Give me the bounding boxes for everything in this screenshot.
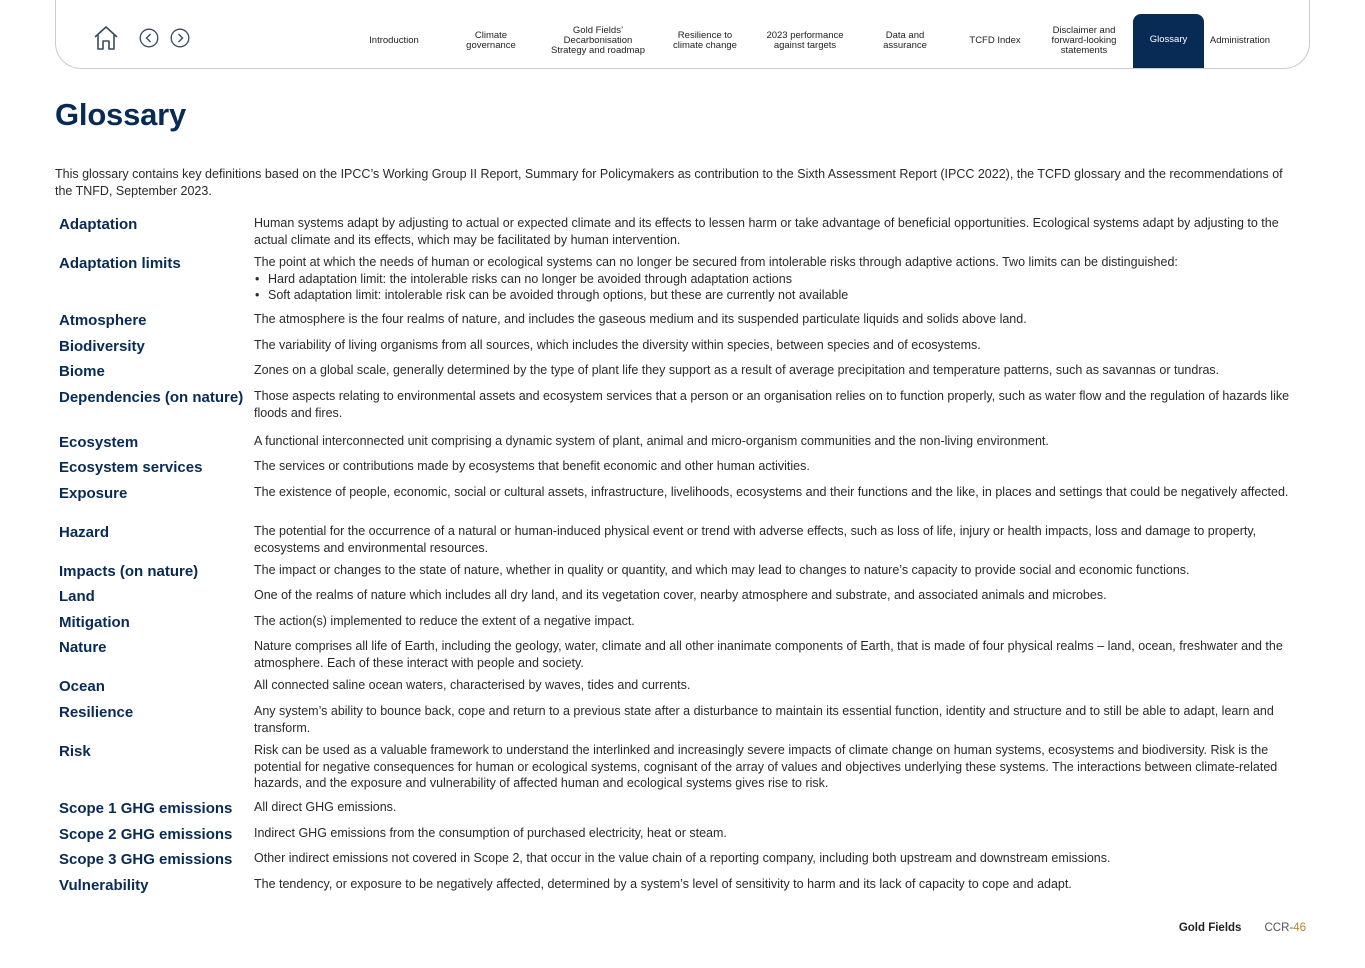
tab-decarbonisation-strategy[interactable] <box>546 14 650 68</box>
glossary-definition: Indirect GHG emissions from the consumption of purchased electricity, heat or steam. <box>254 826 727 840</box>
bullet-list <box>254 271 1309 304</box>
glossary-definition: The potential for the occurrence of a natural or human-induced physical event or trend with adverse effects, such as loss of life, injury or health impacts, loss and damage to property, ecosystems and environmental resources. <box>254 524 1257 555</box>
page-footer <box>1179 922 1306 934</box>
tab-resilience[interactable] <box>668 14 742 68</box>
tab-label: Introduction <box>369 35 419 46</box>
tab-climate-governance[interactable] <box>454 14 528 68</box>
tab-data-assurance[interactable] <box>868 14 942 68</box>
glossary-term: Exposure <box>59 485 128 502</box>
tab-label: Disclaimer and forward-looking statements <box>1051 25 1117 56</box>
footer-brand: Gold Fields <box>1178 922 1242 934</box>
glossary-definition: Risk can be used as a valuable framework to understand the interlinked and increasingly severe impacts of climate change on human systems, ecosystems and biodiversity. Risk is the potential for negative consequences for human or ecological systems, cognisant of the array of values and objectives underlying these systems. The interactions between climate-related hazards, and the exposure and vulnerability of affected human and ecological systems gives rise to risk. <box>254 743 1278 790</box>
glossary-term: Scope 3 GHG emissions <box>59 851 233 868</box>
section-tabs <box>56 0 1309 68</box>
glossary-term: Land <box>59 588 95 605</box>
tab-disclaimer[interactable] <box>1042 14 1126 68</box>
glossary-definition-block <box>254 254 1309 304</box>
glossary-definition: All connected saline ocean waters, characterised by waves, tides and currents. <box>254 678 691 692</box>
tab-tcfd-index[interactable] <box>960 14 1030 68</box>
bullet-item: • Hard adaptation limit: the intolerable risks can no longer be avoided through adaptation actions <box>254 271 1309 288</box>
glossary-definition: The existence of people, economic, social or cultural assets, infrastructure, livelihoods, ecosystems and their functions and the like, in places and settings that could be negatively affected. <box>254 485 1289 499</box>
intro-paragraph: This glossary contains key definitions based on the IPCC’s Working Group II Report, Summary for Policymakers as contribution to the Sixth Assessment Report (IPCC 2022), the TCFD glossary and the recommendations of the TNFD, September 2023. <box>55 167 1283 198</box>
tab-performance-targets[interactable] <box>761 14 849 68</box>
glossary-definition: The atmosphere is the four realms of nature, and includes the gaseous medium and its suspended particulate liquids and solids above land. <box>254 312 1027 326</box>
glossary-term: Mitigation <box>59 614 130 631</box>
glossary-term: Ecosystem <box>59 434 139 451</box>
glossary-definition: The variability of living organisms from all sources, which includes the diversity within species, between species and of ecosystems. <box>254 338 981 352</box>
tab-label: Administration <box>1209 35 1271 46</box>
page-title: Glossary <box>55 97 187 132</box>
glossary-definition: The services or contributions made by ecosystems that benefit economic and other human activities. <box>254 459 810 473</box>
tab-label: Resilience to climate change <box>673 30 737 51</box>
tab-label: Data and assurance <box>883 30 927 51</box>
glossary-term: Resilience <box>59 704 134 721</box>
tab-label: Climate governance <box>466 30 516 51</box>
tab-glossary[interactable] <box>1133 14 1204 68</box>
glossary-term: Scope 1 GHG emissions <box>59 800 233 817</box>
glossary-term: Hazard <box>59 524 110 541</box>
glossary-definition: Nature comprises all life of Earth, including the geology, water, climate and all other inanimate components of Earth, that is made of four physical realms – land, ocean, freshwater and the atmosphere. Each of these interact with people and society. <box>254 639 1283 670</box>
glossary-term: Risk <box>59 743 91 760</box>
glossary-definition: Any system’s ability to bounce back, cope and return to a previous state after a disturbance to maintain its essential function, identity and structure and to still be able to adapt, learn and transform. <box>254 704 1274 735</box>
glossary-term: Vulnerability <box>59 877 149 894</box>
glossary-term: Scope 2 GHG emissions <box>59 826 233 843</box>
glossary-definition: A functional interconnected unit comprising a dynamic system of plant, animal and micro-organism communities and the non-living environment. <box>254 434 1049 448</box>
glossary-term: Nature <box>59 639 107 656</box>
tab-introduction[interactable] <box>356 14 432 68</box>
glossary-term: Biodiversity <box>59 338 145 355</box>
page-number-value: 46 <box>1293 922 1306 934</box>
glossary-definition: All direct GHG emissions. <box>254 800 397 814</box>
glossary-term: Dependencies (on nature) <box>59 389 244 406</box>
page-number <box>1264 922 1306 934</box>
glossary-definition: One of the realms of nature which includes all dry land, and its vegetation cover, nearby atmosphere and substrate, and associated animals and microbes. <box>254 588 1107 602</box>
glossary-definition: The tendency, or exposure to be negatively affected, determined by a system’s level of sensitivity to harm and its lack of capacity to cope and adapt. <box>254 877 1072 891</box>
glossary-term: Adaptation <box>59 216 138 233</box>
glossary-term: Impacts (on nature) <box>59 563 199 580</box>
tab-label: Gold Fields’ Decarbonisation Strategy and roadmap <box>550 25 645 56</box>
glossary-definition: Those aspects relating to environmental assets and ecosystem services that a person or an organisation relies on to function properly, such as water flow and the regulation of hazards like floods and fires. <box>254 389 1290 420</box>
glossary-definition: The impact or changes to the state of nature, whether in quality or quantity, and which may lead to changes to nature’s capacity to provide social and economic functions. <box>254 563 1190 577</box>
glossary-term: Biome <box>59 363 105 380</box>
page-number-prefix: CCR- <box>1264 922 1294 934</box>
glossary-definition: Other indirect emissions not covered in Scope 2, that occur in the value chain of a reporting company, including both upstream and downstream emissions. <box>254 851 1111 865</box>
tab-label: TCFD Index <box>969 35 1021 46</box>
glossary-definition: The action(s) implemented to reduce the extent of a negative impact. <box>254 614 635 628</box>
glossary-term: Atmosphere <box>59 312 147 329</box>
bullet-item: • Soft adaptation limit: intolerable risk can be avoided through options, but these are currently not available <box>254 287 1309 304</box>
tab-label: 2023 performance against targets <box>766 30 844 51</box>
glossary-definition: The point at which the needs of human or ecological systems can no longer be secured from intolerable risks through adaptive actions. Two limits can be distinguished: <box>254 255 1178 269</box>
glossary-term: Adaptation limits <box>59 255 181 272</box>
tab-label: Glossary <box>1149 33 1188 45</box>
tab-administration[interactable] <box>1206 14 1274 68</box>
glossary-definition: Human systems adapt by adjusting to actual or expected climate and its effects to lessen harm or take advantage of beneficial opportunities. Ecological systems adapt by adjusting to the actual climate and its effects, which may be facilitated by human intervention. <box>254 216 1279 247</box>
glossary-term: Ecosystem services <box>59 459 203 476</box>
glossary-definition: Zones on a global scale, generally determined by the type of plant life they support as a result of average precipitation and temperature patterns, such as savannas or tundras. <box>254 363 1220 377</box>
top-navigation-bar <box>55 0 1310 69</box>
glossary-term: Ocean <box>59 678 105 695</box>
